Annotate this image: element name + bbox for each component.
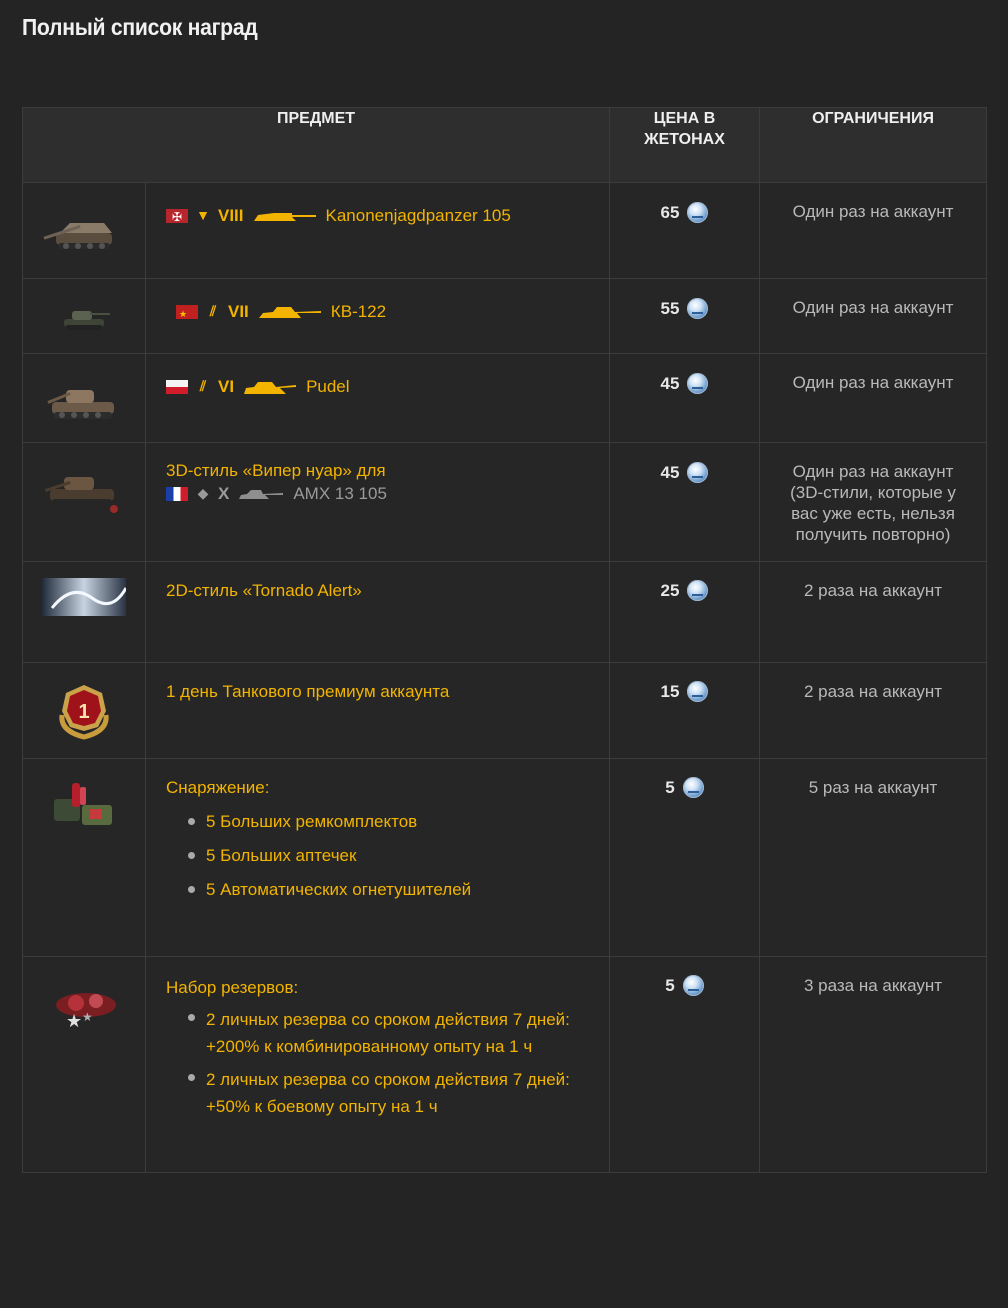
token-coin-icon xyxy=(687,681,708,702)
tank-destroyer-icon: ▼ xyxy=(196,207,210,223)
reward-title: 1 день Танкового премиум аккаунта xyxy=(166,682,450,701)
token-coin-icon xyxy=(687,373,708,394)
svg-text:1: 1 xyxy=(78,701,90,723)
reward-item-cell xyxy=(146,443,610,562)
tank-kv122-image xyxy=(23,279,146,354)
price-value: 65 xyxy=(660,202,680,222)
page-title: Полный список наград xyxy=(22,14,258,40)
poland-flag-icon xyxy=(166,380,188,394)
limit-cell: 2 раза на аккаунт xyxy=(760,562,987,663)
reward-title: 2D-стиль «Tornado Alert» xyxy=(166,581,362,600)
tank-silhouette-icon xyxy=(242,378,298,396)
token-coin-icon xyxy=(683,975,704,996)
price-value: 5 xyxy=(665,975,675,995)
reward-title: Набор резервов: xyxy=(166,978,299,997)
price-cell xyxy=(610,183,760,279)
tank-info xyxy=(166,375,591,398)
reward-item-cell xyxy=(146,562,610,663)
limit-cell: Один раз на аккаунт xyxy=(760,279,987,354)
table-row xyxy=(23,759,987,957)
table-row xyxy=(23,957,987,1173)
svg-text:★: ★ xyxy=(82,1010,93,1024)
header-item: ПРЕДМЕТ xyxy=(23,108,610,183)
list-item: 2 личных резерва со сроком действия 7 дней: +50% к боевому опыту на 1 ч xyxy=(188,1066,591,1120)
token-coin-icon xyxy=(687,298,708,319)
list-item: 5 Больших аптечек xyxy=(188,844,591,867)
limit-cell: Один раз на аккаунт xyxy=(760,354,987,443)
price-cell xyxy=(610,663,760,759)
reward-item-cell xyxy=(146,957,610,1173)
equipment-image xyxy=(23,759,146,957)
list-item: 2 личных резерва со сроком действия 7 дней: +200% к комбинированному опыту на 1 ч xyxy=(188,1006,591,1060)
tank-info xyxy=(166,204,591,227)
list-item: 5 Больших ремкомплектов xyxy=(188,810,591,833)
limit-cell: 3 раза на аккаунт xyxy=(760,957,987,1173)
france-flag-icon xyxy=(166,487,188,501)
reserves-image xyxy=(23,957,146,1173)
tank-silhouette-icon xyxy=(252,209,318,223)
limit-cell: 2 раза на аккаунт xyxy=(760,663,987,759)
price-value: 55 xyxy=(660,298,680,318)
reward-item-cell xyxy=(146,759,610,957)
reward-item-cell xyxy=(146,354,610,443)
tank-name: Kanonenjagdpanzer 105 xyxy=(325,206,511,225)
tank-kanonenjagdpanzer-image xyxy=(23,183,146,279)
table-header-row xyxy=(23,108,987,183)
3d-style-image xyxy=(23,443,146,562)
price-value: 15 xyxy=(660,681,680,701)
token-coin-icon xyxy=(687,462,708,483)
reward-item-cell xyxy=(146,663,610,759)
tank-name: AMX 13 105 xyxy=(293,484,387,503)
medium-tank-icon: ⫽ xyxy=(199,378,207,394)
tank-info xyxy=(166,300,591,323)
tank-info xyxy=(166,482,591,505)
table-row xyxy=(23,562,987,663)
reward-title: Снаряжение: xyxy=(166,778,270,797)
limit-cell: Один раз на аккаунт xyxy=(760,183,987,279)
reward-title: 3D-стиль «Випер нуар» для xyxy=(166,461,386,480)
price-value: 25 xyxy=(660,580,680,600)
tank-tier: VII xyxy=(228,302,249,321)
table-row xyxy=(23,183,987,279)
token-coin-icon xyxy=(687,580,708,601)
token-coin-icon xyxy=(683,777,704,798)
reward-item-cell xyxy=(146,279,610,354)
germany-flag-icon xyxy=(166,209,188,223)
price-cell xyxy=(610,354,760,443)
limit-cell: Один раз на аккаунт (3D-стили, которые у вас уже есть, нельзя получить повторно) xyxy=(760,443,987,562)
rewards-table xyxy=(22,107,987,1173)
tank-silhouette-icon xyxy=(257,304,323,320)
limit-cell: 5 раз на аккаунт xyxy=(760,759,987,957)
premium-account-icon xyxy=(23,663,146,759)
token-coin-icon xyxy=(687,202,708,223)
reward-sublist xyxy=(166,810,591,901)
light-tank-icon: ◆ xyxy=(197,485,209,501)
price-cell xyxy=(610,759,760,957)
price-cell xyxy=(610,279,760,354)
tank-tier: VIII xyxy=(218,206,244,225)
tank-tier: X xyxy=(218,484,230,503)
price-cell xyxy=(610,443,760,562)
price-value: 45 xyxy=(660,462,680,482)
header-price: ЦЕНА В ЖЕТОНАХ xyxy=(610,108,760,183)
price-value: 45 xyxy=(660,373,680,393)
price-value: 5 xyxy=(665,777,675,797)
price-cell xyxy=(610,562,760,663)
reward-sublist xyxy=(166,1006,591,1120)
tank-tier: VI xyxy=(218,377,235,396)
2d-style-image xyxy=(23,562,146,663)
svg-text:★: ★ xyxy=(66,1011,83,1032)
header-limits: ОГРАНИЧЕНИЯ xyxy=(760,108,987,183)
table-row xyxy=(23,354,987,443)
tank-name: КВ-122 xyxy=(330,302,387,321)
price-cell xyxy=(610,957,760,1173)
tank-pudel-image xyxy=(23,354,146,443)
table-row xyxy=(23,663,987,759)
tank-name: Pudel xyxy=(306,377,350,396)
list-item: 5 Автоматических огнетушителей xyxy=(188,878,591,901)
table-row xyxy=(23,279,987,354)
ussr-flag-icon xyxy=(176,305,198,319)
reward-item-cell xyxy=(146,183,610,279)
tank-silhouette-icon xyxy=(237,487,285,501)
medium-tank-icon: ⫽ xyxy=(209,303,217,319)
table-row xyxy=(23,443,987,562)
